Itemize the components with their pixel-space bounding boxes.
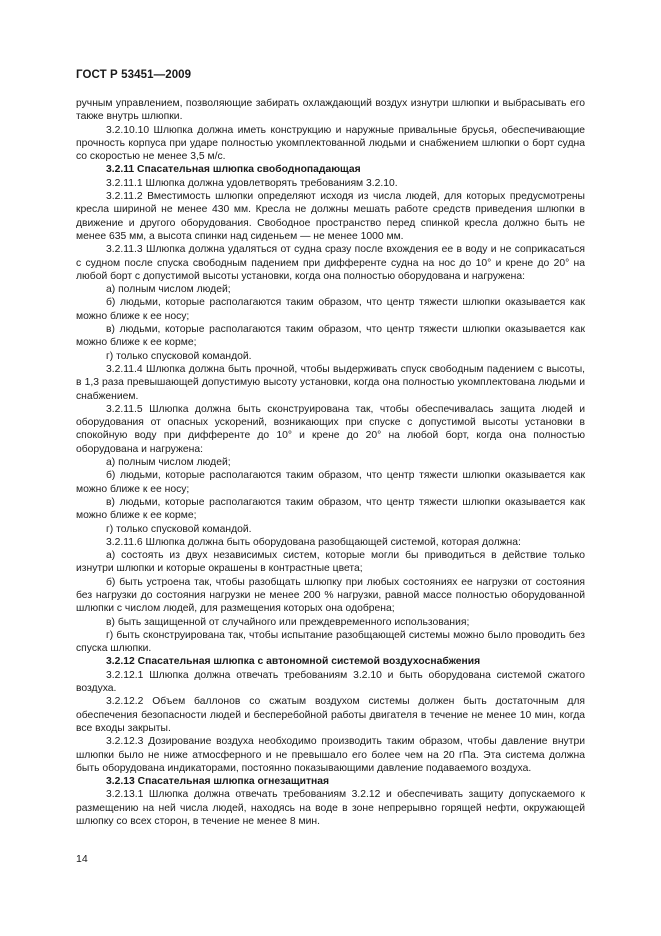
paragraph: 3.2.13.1 Шлюпка должна отвечать требованиям 3.2.12 и обеспечивать защиту допускаемого к размещению на ней числа людей, находясь на воде в зоне непрерывно горящей нефти, окружающей шлюпку со всех сторон, в течение не менее 8 мин. <box>76 789 585 828</box>
list-item: г) только спусковой командой. <box>106 523 252 535</box>
paragraph: 3.2.10.10 Шлюпка должна иметь конструкцию и наружные привальные брусья, обеспечивающие прочность корпуса при ударе полностью укомплектованной людьми и снабжением шлюпки о борт судна со скоростью не менее 3,5 м/с. <box>76 124 585 163</box>
section-title: 3.2.11 Спасательная шлюпка свободнопадающая <box>106 164 361 176</box>
document-header: ГОСТ Р 53451—2009 <box>76 69 192 81</box>
list-item: в) людьми, которые располагаются таким образом, что центр тяжести шлюпки оказывается как можно ближе к ее корме; <box>76 496 585 522</box>
list-item: а) состоять из двух независимых систем, которые могли бы приводиться в действие только изнутри шлюпки и которые окрашены в контрастные цвета; <box>76 550 585 575</box>
section-title: 3.2.12 Спасательная шлюпка с автономной системой воздухоснабжения <box>106 656 481 668</box>
paragraph: 3.2.12.3 Дозирование воздуха необходимо производить таким образом, чтобы давление внутри шлюпки было не ниже атмосферного и не превышало его более чем на 20 гПа. Эта система должна быть оборудована индикаторами, постоянно показывающими давление подаваемого воздуха. <box>76 736 585 774</box>
list-item: в) людьми, которые располагаются таким образом, что центр тяжести шлюпки оказывается как можно ближе к ее корме; <box>76 324 585 349</box>
section-title: 3.2.13 Спасательная шлюпка огнезащитная <box>106 776 330 788</box>
list-item: в) быть защищенной от случайного или преждевременного использования; <box>106 616 470 628</box>
paragraph: 3.2.11.1 Шлюпка должна удовлетворять требованиям 3.2.10. <box>106 177 398 189</box>
list-item: б) людьми, которые располагаются таким образом, что центр тяжести шлюпки оказывается как можно ближе к ее носу; <box>76 297 585 322</box>
paragraph: 3.2.11.2 Вместимость шлюпки определяют исходя из числа людей, для которых предусмотрены кресла шириной не менее 430 мм. Кресла не должны мешать работе средств приведения шлюпки в движение и другого оборудования. Свободное пространство перед спинкой кресла должно быть не менее 635 мм, а высота спинки над сиденьем — не менее 1000 мм. <box>76 191 585 242</box>
paragraph: 3.2.11.4 Шлюпка должна быть прочной, чтобы выдерживать спуск свободным падением с высоты, в 1,3 раза превышающей допустимую высоту установки, когда она полностью укомплектована людьми и снабжением. <box>76 363 585 402</box>
document-body <box>76 97 585 828</box>
list-item: г) только спусковой командой. <box>106 350 252 362</box>
paragraph: 3.2.12.1 Шлюпка должна отвечать требованиям 3.2.10 и быть оборудована системой сжатого воздуха. <box>76 669 585 695</box>
paragraph: ручным управлением, позволяющие забирать охлаждающий воздух изнутри шлюпки и выбрасывать его также внутрь шлюпки. <box>76 98 585 123</box>
list-item: а) полным числом людей; <box>106 284 231 296</box>
paragraph: 3.2.11.5 Шлюпка должна быть сконструирована так, чтобы обеспечивалась защита людей и оборудования от опасных ускорений, возникающих при спуске с допустимой высоты установки в спокойную воду при дифференте до 10° и крене до 20° на любой борт, когда она полностью оборудована и нагружена: <box>76 403 585 455</box>
list-item: б) быть устроена так, чтобы разобщать шлюпку при любых состояниях ее нагрузки от состояния без нагрузки до состояния нагрузки не менее 200 % нагрузки, равной массе полностью оборудованной шлюпки с числом людей, для размещения которых она одобрена; <box>76 576 585 615</box>
list-item: б) людьми, которые располагаются таким образом, что центр тяжести шлюпки оказывается как можно ближе к ее носу; <box>76 470 585 495</box>
page-number: 14 <box>76 853 88 865</box>
paragraph: 3.2.11.6 Шлюпка должна быть оборудована разобщающей системой, которая должна: <box>106 536 521 548</box>
paragraph: 3.2.11.3 Шлюпка должна удаляться от судна сразу после вхождения ее в воду и не соприкасаться с судном после спуска свободным падением при дифференте судна на нос до 10° и крене до 20° на любой борт с допустимой высоты установки, когда она полностью оборудована и нагружена: <box>76 244 585 282</box>
list-item: а) полным числом людей; <box>106 457 231 469</box>
paragraph: 3.2.12.2 Объем баллонов со сжатым воздухом системы должен быть достаточным для обеспечения безопасности людей и бесперебойной работы двигателя в течение не менее 10 мин, когда все входы закрыты. <box>76 696 585 734</box>
list-item: г) быть сконструирована так, чтобы испытание разобщающей системы можно было проводить без спуска шлюпки. <box>76 629 585 655</box>
